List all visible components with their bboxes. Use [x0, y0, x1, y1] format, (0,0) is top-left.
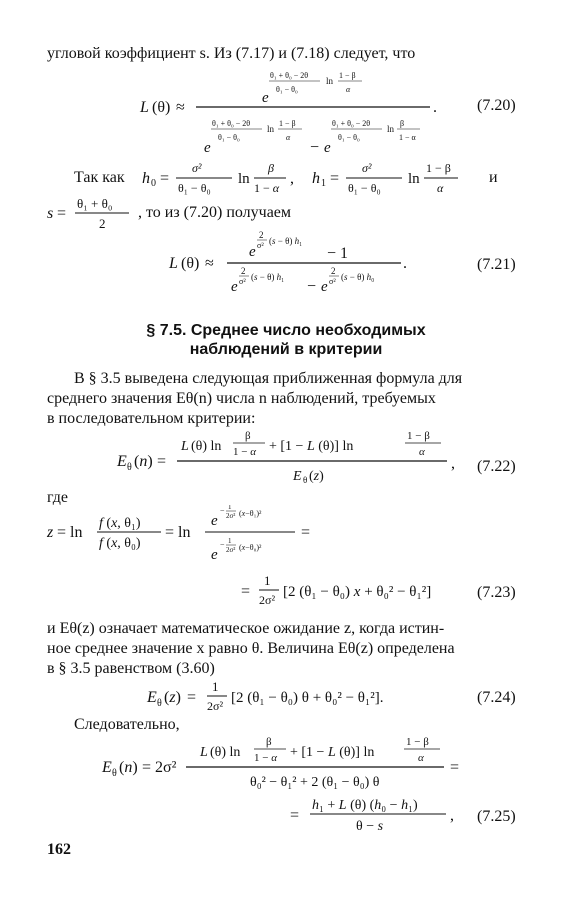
svg-text:1: 1 [321, 178, 326, 189]
svg-text:σ²: σ² [257, 241, 264, 250]
svg-text:2σ²: 2σ² [259, 593, 276, 607]
svg-text:e: e [262, 90, 269, 106]
svg-text:α: α [437, 181, 444, 195]
svg-text:E: E [117, 453, 127, 470]
svg-text:1 − β: 1 − β [406, 736, 429, 748]
svg-text:θ₁ + θ₀ − 2θ: θ₁ + θ₀ − 2θ [212, 119, 251, 128]
text-and: и [489, 169, 498, 186]
svg-text:=: = [450, 759, 460, 776]
svg-text:=: = [330, 170, 340, 187]
paragraph-line-3: в последовательном критерии: [47, 410, 256, 427]
svg-text:2: 2 [99, 216, 106, 231]
svg-text:θ₁ − θ₀: θ₁ − θ₀ [348, 181, 381, 195]
svg-text:β: β [245, 430, 251, 442]
text-line-1: угловой коэффициент s. Из (7.17) и (7.18) следует, что [47, 45, 416, 62]
svg-text:L: L [169, 255, 178, 272]
svg-text:(θ): (θ) [181, 255, 200, 272]
svg-text:−: − [310, 139, 320, 156]
svg-text:θ₀² − θ₁² + 2 (θ₁ − θ₀) θ: θ₀² − θ₁² + 2 (θ₁ − θ₀) θ [250, 775, 380, 790]
svg-text:θ₁ + θ₀ − 2θ: θ₁ + θ₀ − 2θ [270, 71, 309, 80]
equation-7-24 [145, 677, 435, 717]
svg-text:θ: θ [127, 462, 132, 473]
svg-text:α: α [419, 446, 425, 458]
svg-text:e: e [211, 513, 218, 529]
svg-text:θ − s: θ − s [356, 819, 384, 834]
equation-number-7-23: (7.23) [477, 584, 516, 601]
svg-text:L: L [140, 99, 149, 116]
svg-text:≈: ≈ [176, 99, 185, 116]
svg-text:e: e [249, 244, 256, 260]
svg-text:α: α [418, 752, 424, 764]
paragraph-line-2: среднего значения Eθ(n) числа n наблюдений, требуемых [47, 390, 436, 407]
svg-text:−: − [307, 278, 317, 295]
svg-text:ln: ln [267, 124, 275, 134]
svg-text:= 2σ²: = 2σ² [142, 759, 177, 776]
paragraph-line-5: ное среднее значение x равно θ. Величина Eθ(z) определена [47, 640, 455, 657]
svg-text:= ln: = ln [165, 524, 191, 541]
svg-text:θ₁ + θ₀ − 2θ: θ₁ + θ₀ − 2θ [332, 119, 371, 128]
svg-text:(n): (n) [119, 759, 138, 776]
svg-text:e: e [321, 279, 328, 295]
svg-text:1: 1 [228, 537, 232, 545]
svg-text:ln: ln [238, 171, 250, 187]
svg-text:2σ²: 2σ² [207, 699, 224, 713]
svg-text:1 − α: 1 − α [254, 181, 280, 195]
svg-text:1: 1 [212, 679, 219, 694]
svg-text:E: E [147, 689, 157, 706]
section-heading-line-2: наблюдений в критерии [189, 341, 383, 358]
svg-text:1 − α: 1 − α [233, 446, 256, 458]
svg-text:ln: ln [326, 76, 334, 86]
svg-text:θ: θ [157, 698, 162, 709]
paragraph-line-1: В § 3.5 выведена следующая приближенная формула для [74, 370, 463, 387]
svg-text:+ [1 − L (θ)] ln: + [1 − L (θ)] ln [290, 745, 375, 760]
svg-text:0: 0 [151, 178, 156, 189]
svg-text:,: , [290, 170, 294, 187]
text-where: где [47, 489, 69, 506]
equation-h0-h1 [140, 156, 520, 196]
text-line-3: , то из (7.20) получаем [138, 204, 292, 221]
svg-text:(s − θ) h₁: (s − θ) h₁ [269, 236, 303, 246]
svg-text:z: z [47, 524, 54, 541]
svg-text:(θ) ln: (θ) ln [210, 745, 241, 760]
equation-7-23 [45, 505, 465, 610]
svg-text:=: = [290, 807, 300, 824]
text-consequently: Следовательно, [74, 716, 180, 733]
svg-text:1 − β: 1 − β [407, 430, 430, 442]
svg-text:1: 1 [264, 573, 271, 588]
svg-text:s: s [47, 205, 54, 222]
svg-text:=: = [241, 583, 251, 600]
svg-text:=: = [187, 689, 197, 706]
svg-text:(s − θ) h₁: (s − θ) h₁ [251, 272, 285, 282]
svg-text:1: 1 [228, 505, 232, 511]
svg-text:1 − α: 1 − α [254, 752, 277, 764]
svg-text:,: , [451, 455, 455, 472]
svg-text:σ²: σ² [329, 277, 336, 286]
svg-text:β: β [400, 119, 405, 128]
svg-text:1 − α: 1 − α [399, 133, 416, 142]
svg-text:(θ): (θ) [152, 99, 171, 116]
svg-text:θ₁ − θ₀: θ₁ − θ₀ [338, 133, 360, 142]
svg-text:(θ) ln: (θ) ln [191, 439, 222, 454]
svg-text:+ [1 − L (θ)] ln: + [1 − L (θ)] ln [269, 439, 354, 454]
svg-text:h: h [312, 170, 320, 187]
svg-text:L: L [200, 745, 208, 760]
equation-number-7-25: (7.25) [477, 808, 516, 825]
svg-text:2: 2 [241, 266, 246, 276]
svg-text:.: . [433, 99, 437, 116]
svg-text:β: β [268, 161, 274, 175]
text-tak-kak: Так как [74, 169, 125, 186]
equation-number-7-21: (7.21) [477, 256, 516, 273]
svg-text:(x−θ₀)²: (x−θ₀)² [239, 543, 262, 552]
section-heading-line-1: § 7.5. Среднее число необходимых [146, 322, 426, 339]
svg-text:(z): (z) [309, 469, 324, 484]
svg-text:.: . [403, 255, 407, 272]
svg-text:θ₁ + θ₀: θ₁ + θ₀ [77, 196, 113, 211]
svg-text:f (x, θ₀): f (x, θ₀) [99, 536, 141, 551]
svg-text:α: α [346, 85, 351, 94]
equation-number-7-24: (7.24) [477, 689, 516, 706]
svg-text:E: E [102, 759, 112, 776]
paragraph-line-4: и Eθ(z) означает математическое ожидание z, когда истин- [47, 620, 445, 637]
svg-text:θ₁ − θ₀: θ₁ − θ₀ [218, 133, 240, 142]
svg-text:2: 2 [259, 230, 264, 240]
equation-s [47, 192, 147, 234]
svg-text:e: e [211, 547, 218, 563]
svg-text:e: e [231, 279, 238, 295]
svg-text:(z): (z) [164, 689, 181, 706]
svg-text:h: h [142, 170, 150, 187]
paragraph-line-6: в § 3.5 равенством (3.60) [47, 660, 215, 677]
svg-text:=: = [57, 205, 67, 222]
equation-7-20 [130, 66, 450, 158]
svg-text:ln: ln [387, 124, 395, 134]
svg-text:θ: θ [112, 768, 117, 779]
svg-text:1 − β: 1 − β [339, 71, 356, 80]
svg-text:E: E [293, 469, 302, 484]
svg-text:θ₁ − θ₀: θ₁ − θ₀ [276, 85, 298, 94]
svg-text:θ₁ − θ₀: θ₁ − θ₀ [178, 181, 211, 195]
svg-text:=: = [160, 170, 170, 187]
svg-text:= ln: = ln [57, 524, 83, 541]
svg-text:σ²: σ² [239, 277, 246, 286]
svg-text:e: e [324, 140, 331, 156]
page-number: 162 [47, 841, 71, 858]
svg-text:L: L [181, 439, 189, 454]
svg-text:σ²: σ² [362, 161, 372, 175]
svg-text:1 − β: 1 − β [426, 161, 451, 175]
svg-text:f (x, θ₁): f (x, θ₁) [99, 516, 141, 531]
equation-7-22 [115, 428, 460, 488]
svg-text:≈: ≈ [205, 255, 214, 272]
svg-text:θ: θ [303, 475, 308, 485]
svg-text:[2 (θ₁ − θ₀) θ + θ₀² − θ₁²].: [2 (θ₁ − θ₀) θ + θ₀² − θ₁²]. [231, 690, 384, 706]
svg-text:− 1: − 1 [327, 245, 349, 262]
equation-7-21 [165, 228, 425, 296]
svg-text:2σ²: 2σ² [226, 512, 236, 520]
svg-text:(n): (n) [134, 453, 153, 470]
svg-text:−: − [220, 506, 225, 515]
svg-text:,: , [450, 807, 454, 824]
svg-text:(s − θ) h₀: (s − θ) h₀ [341, 272, 375, 282]
svg-text:σ²: σ² [192, 161, 202, 175]
svg-text:2: 2 [331, 266, 336, 276]
equation-number-7-22: (7.22) [477, 458, 516, 475]
svg-text:(x−θ₁)²: (x−θ₁)² [239, 509, 262, 518]
svg-text:ln: ln [408, 171, 420, 187]
svg-text:=: = [157, 453, 167, 470]
svg-text:1 − β: 1 − β [279, 119, 296, 128]
svg-text:=: = [301, 524, 311, 541]
svg-text:α: α [286, 133, 291, 142]
equation-7-25 [100, 732, 470, 837]
svg-text:2σ²: 2σ² [226, 546, 236, 554]
svg-text:β: β [266, 736, 272, 748]
svg-text:h₁ + L (θ) (h₀ − h₁): h₁ + L (θ) (h₀ − h₁) [312, 798, 418, 813]
equation-number-7-20: (7.20) [477, 97, 516, 114]
svg-text:[2 (θ₁ − θ₀) x + θ₀² − θ₁²]: [2 (θ₁ − θ₀) x + θ₀² − θ₁²] [283, 584, 432, 600]
svg-text:e: e [204, 140, 211, 156]
svg-text:−: − [220, 540, 225, 549]
